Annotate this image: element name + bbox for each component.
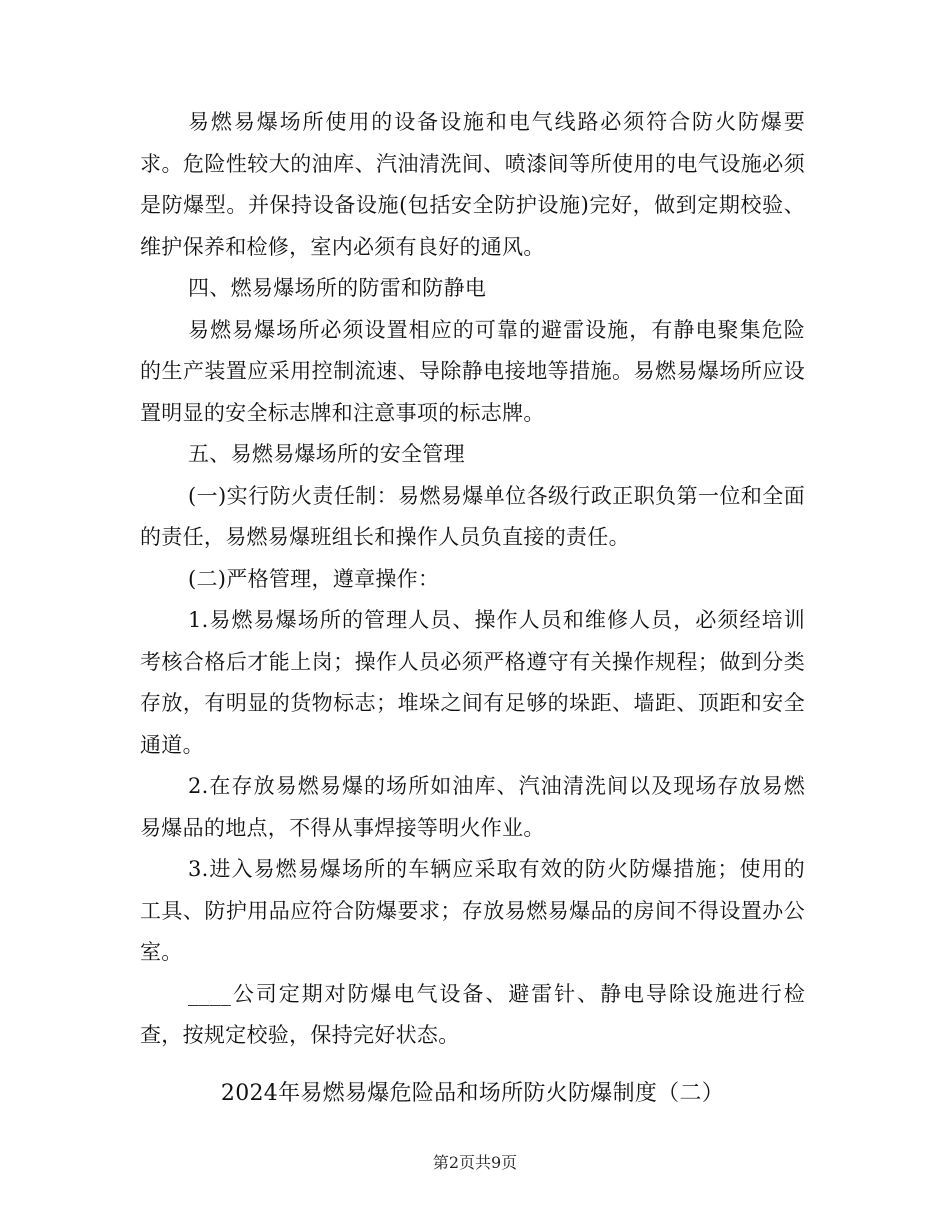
page-indicator: 第2页共9页 xyxy=(432,1153,518,1172)
paragraph-lightning-static: 易燃易爆场所必须设置相应的可靠的避雷设施，有静电聚集危险的生产装置应采用控制流速、导除静电接地等措施。易燃易爆场所应设置明显的安全标志牌和注意事项的标志牌。 xyxy=(140,317,805,425)
paragraph-strict-management: (二)严格管理，遵章操作： xyxy=(188,566,440,591)
section-heading-safety-management: 五、易燃易爆场所的安全管理 xyxy=(188,442,465,466)
list-item-2: 2.在存放易燃易爆的场所如油库、汽油清洗间以及现场存放易燃易爆品的地点，不得从事焊接等明火作业。 xyxy=(140,774,805,840)
list-item-1: 1.易燃易爆场所的管理人员、操作人员和维修人员，必须经培训考核合格后才能上岗；操作人员必须严格遵守有关操作规程；做到分类存放，有明显的货物标志；堆垛之间有足够的垛距、墙距、顶距和安全通道。 xyxy=(140,608,805,757)
document-subtitle: 2024年易燃易爆危险品和场所防火防爆制度（二） xyxy=(220,1081,725,1106)
list-item-3: 3.进入易燃易爆场所的车辆应采取有效的防火防爆措施；使用的工具、防护用品应符合防爆要求；存放易燃易爆品的房间不得设置办公室。 xyxy=(140,857,805,964)
paragraph-periodic-inspection: ____公司定期对防爆电气设备、避雷针、静电导除设施进行检查，按规定校验，保持完好状态。 xyxy=(140,981,805,1047)
paragraph-fire-responsibility: (一)实行防火责任制：易燃易爆单位各级行政正职负第一位和全面的责任，易燃易爆班组长和操作人员负直接的责任。 xyxy=(140,483,805,549)
section-heading-lightning-static: 四、燃易爆场所的防雷和防静电 xyxy=(188,276,487,300)
paragraph-equipment-requirements: 易燃易爆场所使用的设备设施和电气线路必须符合防火防爆要求。危险性较大的油库、汽油清洗间、喷漆间等所使用的电气设施必须是防爆型。并保持设备设施(包括安全防护设施)完好，做到定期校验、维护保养和检修，室内必须有良好的通风。 xyxy=(140,110,805,259)
document-body xyxy=(140,102,805,1057)
